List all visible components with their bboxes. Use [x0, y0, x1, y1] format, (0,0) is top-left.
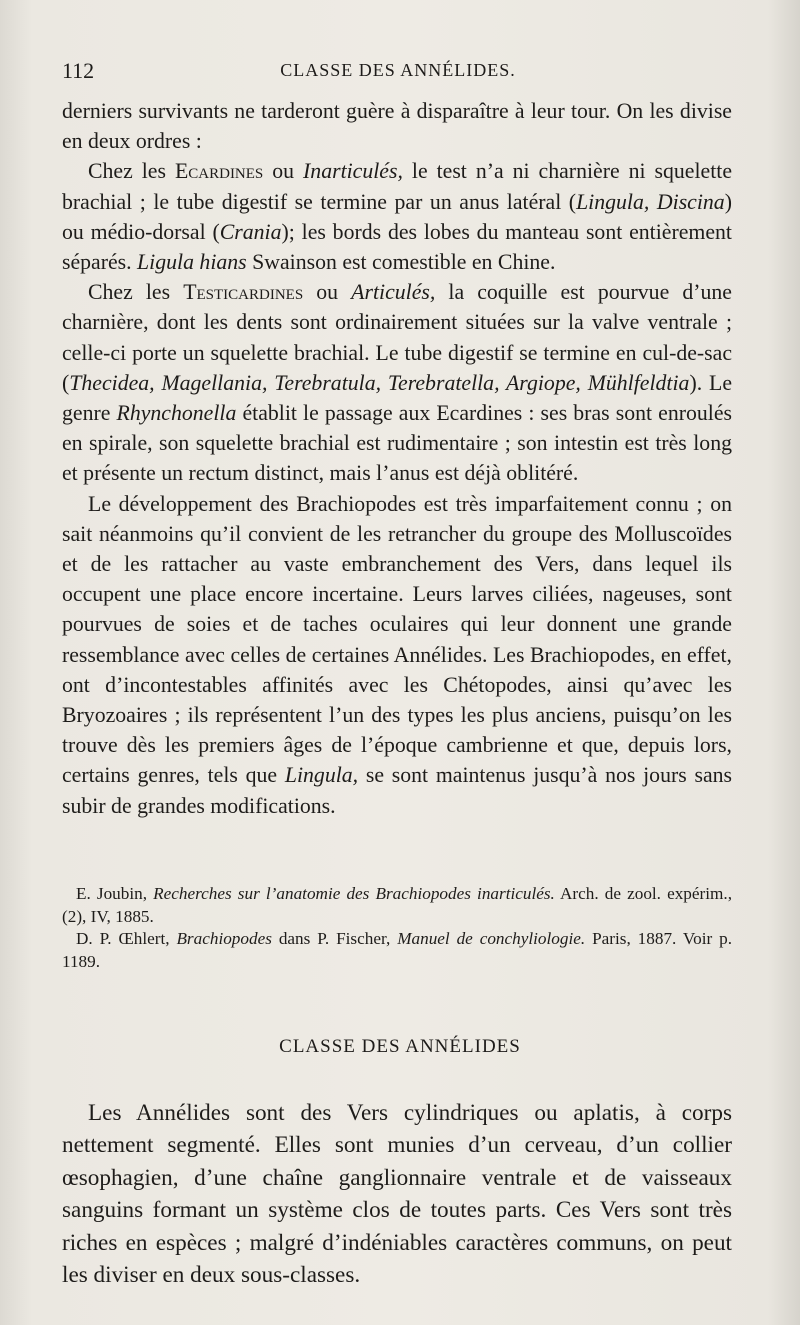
text-run: la coquille est pourvue d’une charnière, dont les dents sont ordinairement situées sur la valve ventrale ; celle-ci porte un squelette brachial. Le tube digestif se termine en cul-de-sac (: [62, 280, 732, 395]
section-heading: CLASSE DES ANNÉLIDES: [279, 1036, 521, 1057]
section-text: [62, 1097, 732, 1291]
text-run: Swainson est comestible en Chine.: [246, 250, 556, 275]
reference-title: Recherches sur l’anatomie des Brachiopodes inarticulés.: [153, 884, 555, 903]
genus-name: Lingula,: [284, 763, 359, 788]
text-run: se sont maintenus jusqu’à nos jours sans subir de grandes modifications.: [62, 763, 733, 818]
text-run: ou: [303, 280, 352, 305]
genus-names: Lingula, Discina: [576, 189, 725, 214]
main-text: [62, 96, 732, 821]
text-run: Chez les: [88, 159, 175, 184]
reference-title: Manuel de conchyliologie.: [397, 929, 586, 948]
bibliography: [62, 883, 732, 973]
reference-text: dans P. Fischer,: [271, 929, 398, 948]
reference-author: D. P. Œhlert,: [76, 929, 177, 948]
paragraph-text: derniers survivants ne tarderont guère à disparaître à leur tour. On les divise en deux ordres :: [62, 99, 732, 154]
running-head: [62, 58, 734, 88]
paragraph-annelides: Les Annélides sont des Vers cylindriques ou aplatis, à corps nettement segmenté. Elles sont munies d’un cerveau, d’un collier œsophagien, d’une chaîne ganglionnaire ventrale et de vaisseaux sanguins formant un système clos de toutes parts. Ces Vers sont très riches en espèces ; malgré d’indéniables caractères communs, on peut les diviser en deux sous-classes.: [62, 1100, 732, 1289]
paragraph-ecardines: [62, 156, 732, 277]
running-title: CLASSE DES ANNÉLIDES.: [280, 60, 516, 80]
text-run: établit le passage aux Ecardines : ses bras sont enroulés en spirale, son squelette brachial est rudimentaire ; son intestin est très long et présente un rectum distinct, mais l’anus est déjà oblitéré.: [62, 401, 732, 486]
term-ecardines: Ecardines: [174, 159, 264, 184]
paragraph-testicardines: [62, 277, 732, 488]
reference-title: Brachiopodes: [176, 929, 272, 948]
text-run: Le développement des Brachiopodes est très imparfaitement connu ; on sait néanmoins qu’il convient de les retrancher du groupe des Molluscoïdes et de les rattacher au vaste embranchement des Vers, dans lequel ils occupent une place encore incertaine. Leurs larves ciliées, nageuses, sont pourvues de soies et de taches oculaires qui leur donnent une grande ressemblance avec celles de certaines Annélides. Les Brachiopodes, en effet, ont d’incontestables affinités avec les Chétopodes, ainsi qu’avec les Bryozoaires ; ils représentent l’un des types les plus anciens, puisqu’on les trouve dès les premiers âges de l’époque cambrienne et que, depuis lors, certains genres, tels que: [62, 491, 732, 788]
term-inarticules: Inarticulés,: [303, 159, 403, 184]
term-testicardines: Testicardines: [183, 280, 304, 305]
text-run: ). Le genre: [62, 370, 732, 426]
reference-details: Arch. de zool. expérim., (2), IV, 1885.: [62, 884, 732, 926]
genus-name: Rhynchonella: [116, 401, 237, 426]
text-run: ) ou médio-dorsal (: [62, 189, 732, 244]
text-run: Chez les: [88, 280, 184, 305]
reference-author: E. Joubin,: [76, 884, 154, 903]
reference-oehlert: [62, 928, 732, 973]
paragraph-continuation: [62, 96, 732, 156]
text-run: le test n’a ni charnière ni squelette brachial ; le tube digestif se termine par un anus latéral (: [62, 159, 732, 214]
page-number: 112: [62, 58, 95, 83]
genus-name: Crania: [219, 219, 282, 244]
genus-names: Thecidea, Magellania, Terebratula, Terebratella, Argiope, Mühlfeldtia: [69, 370, 690, 395]
reference-joubin: [62, 883, 732, 928]
term-articules: Articulés,: [351, 280, 436, 305]
paragraph-development: [62, 489, 732, 821]
text-run: ); les bords des lobes du manteau sont entièrement séparés.: [62, 219, 732, 275]
species-name: Ligula hians: [137, 250, 247, 275]
text-run: ou: [263, 159, 304, 184]
reference-details: Paris, 1887. Voir p. 1189.: [62, 929, 732, 971]
